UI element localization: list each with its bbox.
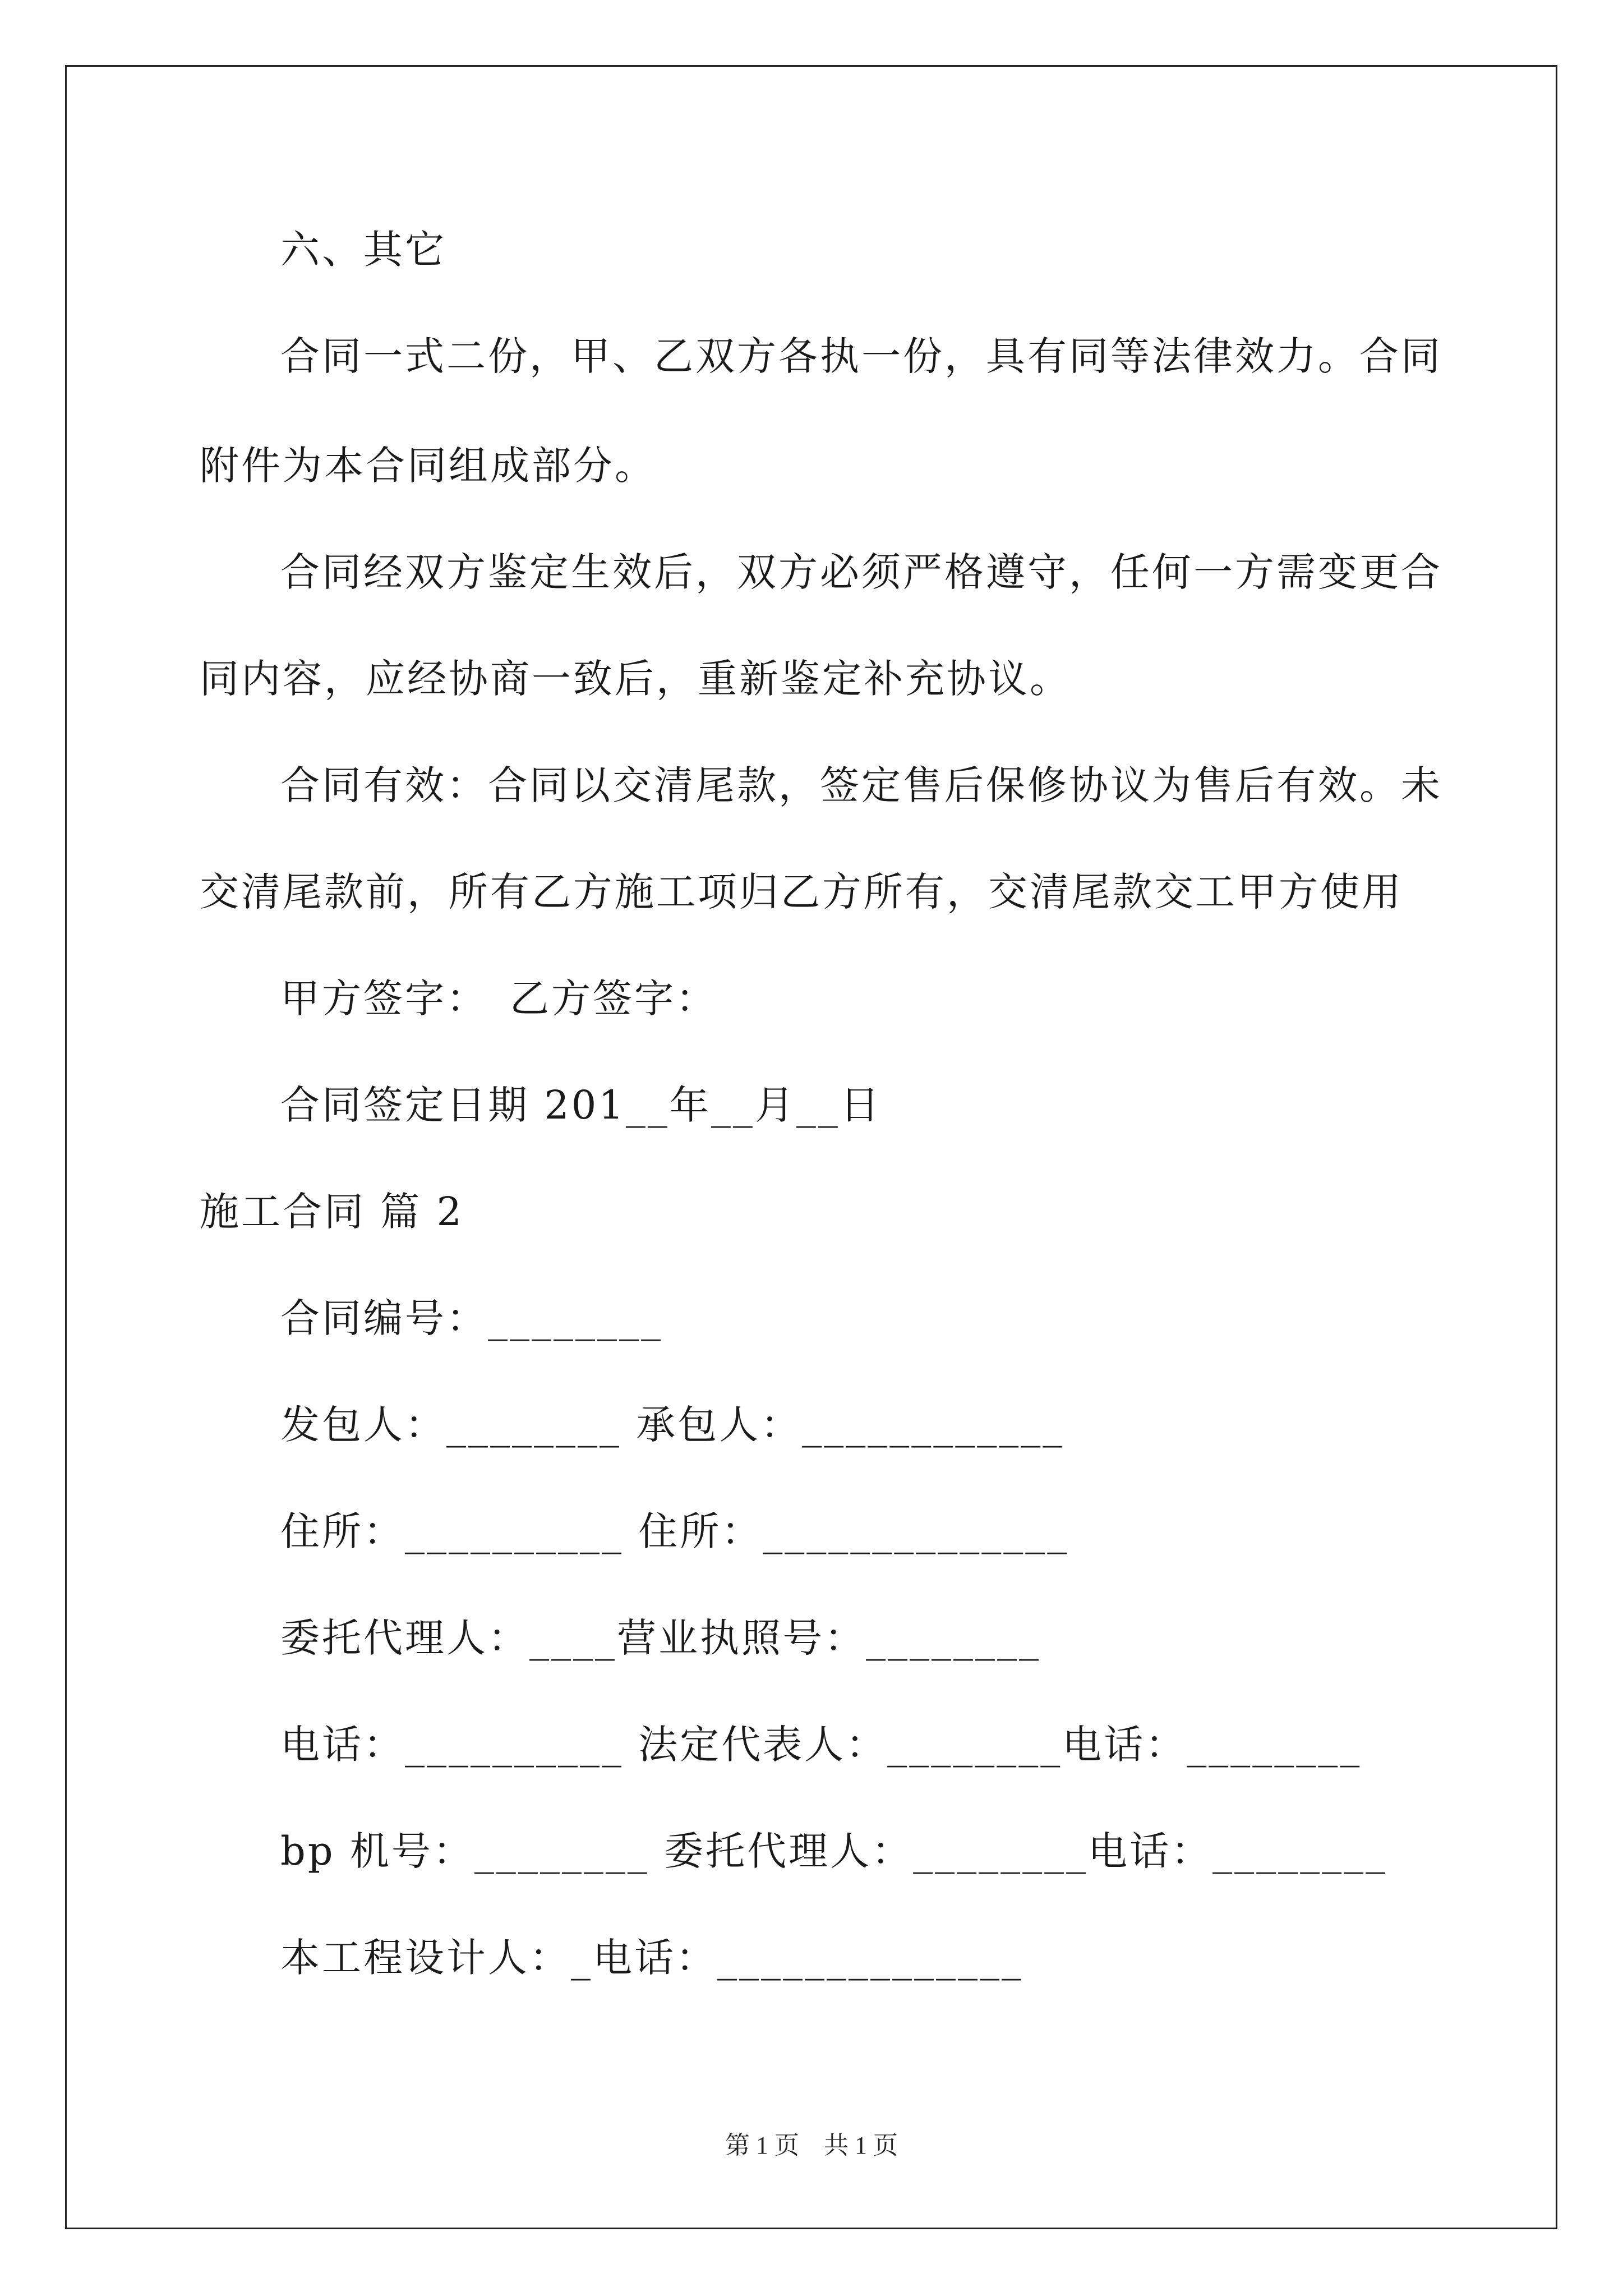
section-title: 施工合同 篇 2 [200, 1189, 464, 1235]
agent-license-line: 委托代理人：____营业执照号：________ [280, 1615, 1041, 1661]
contract-date-line: 合同签定日期 201__年__月__日 [280, 1082, 882, 1128]
pager-agent-line: bp 机号：________ 委托代理人：________电话：________ [280, 1828, 1388, 1874]
contract-number-line: 合同编号：________ [280, 1295, 663, 1341]
paragraph-line: 合同一式二份，甲、乙双方各执一份，具有同等法律效力。合同 [280, 333, 1442, 379]
signature-line: 甲方签字： 乙方签字： [280, 976, 717, 1022]
paragraph-line: 交清尾款前，所有乙方施工项归乙方所有，交清尾款交工甲方使用 [200, 869, 1403, 915]
parties-line: 发包人：________ 承包人：____________ [280, 1402, 1065, 1448]
paragraph-line: 合同经双方鉴定生效后，双方必须严格遵守，任何一方需变更合 [280, 549, 1442, 595]
page-border [65, 65, 1557, 2229]
paragraph-line: 同内容，应经协商一致后，重新鉴定补充协议。 [200, 656, 1071, 702]
paragraph-line: 合同有效：合同以交清尾款，签定售后保修协议为售后有效。未 [280, 762, 1442, 808]
phone-representative-line: 电话：__________ 法定代表人：________电话：________ [280, 1722, 1362, 1768]
paragraph-line: 附件为本合同组成部分。 [200, 443, 656, 489]
designer-phone-line: 本工程设计人：_电话：______________ [280, 1935, 1023, 1981]
page-footer: 第 1 页 共 1 页 [725, 2132, 898, 2159]
address-line: 住所：__________ 住所：______________ [280, 1508, 1069, 1554]
section-heading-other: 六、其它 [280, 227, 446, 273]
